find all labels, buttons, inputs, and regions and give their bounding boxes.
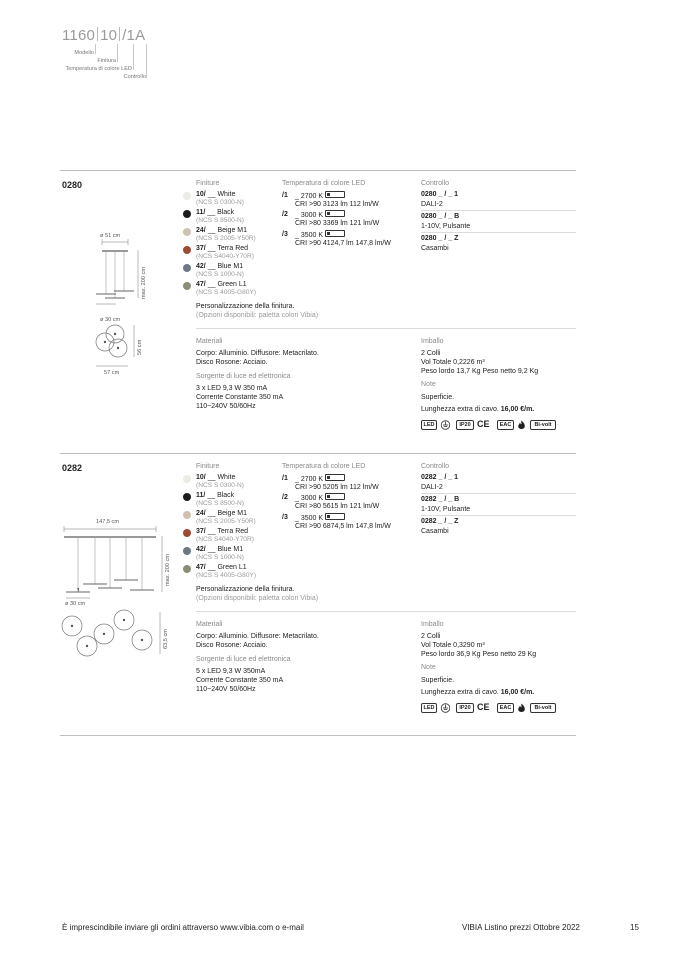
temp-kelvin: _ 3500 K — [295, 230, 345, 240]
controllo-header: Controllo — [421, 180, 450, 187]
legend-control-code: /1A — [122, 27, 146, 44]
custom-finish: Personalizzazione della finitura. — [196, 303, 295, 310]
control-code: 0280 _ / _ 1 — [421, 191, 458, 198]
custom-finish: Personalizzazione della finitura. — [196, 586, 295, 593]
finish-code: 10/ — [196, 191, 206, 198]
pack-line: Vol Totale 0,2226 m³ — [421, 359, 485, 366]
finish-code: 11/ — [196, 209, 206, 216]
cert-led: LED — [421, 703, 437, 713]
finish-swatch-green — [183, 565, 191, 573]
finish-name: White — [217, 474, 236, 481]
finiture-header: Finiture — [196, 463, 220, 470]
temp-cri: CRI >90 4124,7 lm 147,8 lm/W — [295, 240, 391, 247]
product-code-0282: 0282 — [62, 463, 83, 473]
finish-blank: __ — [207, 191, 216, 198]
finish-blank: __ — [207, 227, 216, 234]
note-line: Superficie. — [421, 394, 455, 401]
control-desc: Casambi — [421, 528, 449, 535]
dim-plan-height-0280: 56 cm — [137, 339, 143, 355]
temp-code: /1 — [282, 192, 288, 199]
finish-code: 24/ — [196, 227, 206, 234]
finish-swatch-blue — [183, 264, 191, 272]
finish-name: Blue M1 — [217, 263, 244, 270]
finish-ncs: (NCS S 4005-G80Y) — [196, 289, 257, 296]
legend-finitura: Finitura — [97, 58, 116, 64]
control-desc: 1-10V, Pulsante — [421, 223, 471, 230]
finish-swatch-beige — [183, 228, 191, 236]
temp-code: /2 — [282, 211, 288, 218]
footer-order-note: È imprescindibile inviare gli ordini attraverso www.vibia.com o e-mail — [62, 923, 304, 932]
finish-swatch-blue — [183, 547, 191, 555]
material-line: Disco Rosone: Acciaio. — [196, 642, 268, 649]
finish-blank: __ — [207, 281, 216, 288]
product-code-0280: 0280 — [62, 180, 83, 190]
finish-name: White — [217, 191, 236, 198]
material-line: Corpo: Alluminio. Diffusore: Metacrilato. — [196, 350, 319, 357]
pack-line: Peso lordo 36,9 Kg Peso netto 29 Kg — [421, 651, 537, 658]
finish-ncs: (NCS S 2005-Y50R) — [196, 235, 256, 242]
temperatura-header: Temperatura di colore LED — [282, 463, 366, 470]
sorgente-header: Sorgente di luce ed elettronica — [196, 656, 291, 663]
dim-height-0282: max. 200 cm — [165, 553, 171, 586]
temp-kelvin: _ 3000 K — [295, 493, 345, 503]
cert-ip20: IP20 — [456, 420, 474, 430]
finiture-header: Finiture — [196, 180, 220, 187]
custom-finish-note: (Opzioni disponibili: paletta colori Vibia) — [196, 312, 319, 319]
finish-code: 37/ — [196, 528, 206, 535]
finish-blank: __ — [207, 564, 216, 571]
temp-code: /3 — [282, 514, 288, 521]
flame-icon — [517, 420, 526, 430]
energy-badge-icon — [325, 191, 345, 198]
finish-name: Beige M1 — [217, 227, 248, 234]
finish-swatch-black — [183, 493, 191, 501]
finish-name: Black — [217, 492, 235, 499]
certifications-0282 — [421, 703, 561, 713]
finish-code: 42/ — [196, 546, 206, 553]
finish-code: 47/ — [196, 281, 206, 288]
section-rule-0280 — [60, 170, 576, 171]
legend-labels — [40, 44, 150, 82]
dim-disc-diameter-0280: ø 30 cm — [100, 317, 121, 323]
dim-plan-width-0280: 57 cm — [104, 370, 120, 376]
material-line: Disco Rosone: Acciaio. — [196, 359, 268, 366]
product-drawing-0282 — [60, 522, 180, 658]
finish-swatch-white — [183, 475, 191, 483]
finish-blank: __ — [207, 263, 216, 270]
control-desc: DALI-2 — [421, 201, 443, 208]
materiali-header: Materiali — [196, 338, 223, 345]
finish-name: Black — [217, 209, 235, 216]
material-line: Corpo: Alluminio. Diffusore: Metacrilato. — [196, 633, 319, 640]
finish-code: 47/ — [196, 564, 206, 571]
legend-finish-code: 10 — [100, 27, 118, 44]
finish-ncs: (NCS S 1000-N) — [196, 271, 245, 278]
cert-eac: EAC — [497, 420, 514, 430]
earth-symbol-icon — [440, 703, 451, 713]
cert-led: LED — [421, 420, 437, 430]
finish-swatch-terra-red — [183, 246, 191, 254]
imballo-header: Imballo — [421, 338, 444, 345]
pack-line: 2 Colli — [421, 350, 441, 357]
finish-name: Green L1 — [217, 281, 247, 288]
temperatura-header: Temperatura di colore LED — [282, 180, 366, 187]
finish-ncs: (NCS S 0300-N) — [196, 482, 245, 489]
pack-line: Peso lordo 13,7 Kg Peso netto 9,2 Kg — [421, 368, 539, 375]
finish-blank: __ — [207, 510, 216, 517]
finish-ncs: (NCS S 4005-G80Y) — [196, 572, 257, 579]
finish-name: Blue M1 — [217, 546, 244, 553]
source-line: 3 x LED 9,3 W 350 mA — [196, 385, 268, 392]
control-code: 0282 _ / _ Z — [421, 518, 459, 525]
cert-ce: CE — [477, 702, 490, 712]
source-line: Corrente Constante 350 mA — [196, 394, 284, 401]
dim-plan-height-0282: 63,5 cm — [163, 629, 169, 649]
control-code: 0280 _ / _ B — [421, 213, 460, 220]
finish-ncs: (NCS S4040-Y70R) — [196, 253, 254, 260]
control-desc: Casambi — [421, 245, 449, 252]
note-header: Note — [421, 381, 436, 388]
finish-name: Beige M1 — [217, 510, 248, 517]
finish-ncs: (NCS S 2005-Y50R) — [196, 518, 256, 525]
finish-blank: __ — [207, 546, 216, 553]
dim-top-diameter-0280: ø 51 cm — [100, 233, 121, 239]
temp-code: /2 — [282, 494, 288, 501]
temp-kelvin: _ 3500 K — [295, 513, 345, 523]
finish-name: Green L1 — [217, 564, 247, 571]
product-drawing-0280 — [88, 236, 168, 378]
finish-blank: __ — [207, 245, 216, 252]
note-cable: Lunghezza extra di cavo. 16,00 €/m. — [421, 689, 535, 696]
finish-ncs: (NCS S 8500-N) — [196, 500, 245, 507]
section-rule-0282 — [60, 453, 576, 454]
control-code: 0282 _ / _ B — [421, 496, 460, 503]
pack-line: Vol Totale 0,3290 m³ — [421, 642, 485, 649]
control-code: 0280 _ / _ Z — [421, 235, 459, 242]
temp-cri: CRI >90 3123 lm 112 lm/W — [295, 201, 379, 208]
finish-name: Terra Red — [217, 528, 249, 535]
finish-swatch-green — [183, 282, 191, 290]
certifications-0280 — [421, 420, 561, 430]
finish-code: 24/ — [196, 510, 206, 517]
energy-badge-icon — [325, 513, 345, 520]
finish-code: 42/ — [196, 263, 206, 270]
source-line: Corrente Constante 350 mA — [196, 677, 284, 684]
finish-blank: __ — [207, 474, 216, 481]
energy-badge-icon — [325, 493, 345, 500]
energy-badge-icon — [325, 474, 345, 481]
control-code: 0282 _ / _ 1 — [421, 474, 458, 481]
source-line: 110~240V 50/60Hz — [196, 686, 256, 693]
cert-ip20: IP20 — [456, 703, 474, 713]
section-rule-end — [60, 735, 576, 736]
finish-ncs: (NCS S4040-Y70R) — [196, 536, 254, 543]
finish-swatch-beige — [183, 511, 191, 519]
control-desc: DALI-2 — [421, 484, 443, 491]
cert-ce: CE — [477, 419, 490, 429]
source-line: 5 x LED 9,3 W 350mA — [196, 668, 266, 675]
sorgente-header: Sorgente di luce ed elettronica — [196, 373, 291, 380]
legend-temperatura: Temperatura di colore LED — [65, 66, 132, 72]
temp-kelvin: _ 2700 K — [295, 474, 345, 484]
page-number: 15 — [630, 923, 639, 932]
footer-pricelist: VIBIA Listino prezzi Ottobre 2022 — [462, 923, 580, 932]
note-line: Superficie. — [421, 677, 455, 684]
controllo-header: Controllo — [421, 463, 450, 470]
materiali-header: Materiali — [196, 621, 223, 628]
custom-finish-note: (Opzioni disponibili: paletta colori Vibia) — [196, 595, 319, 602]
temp-cri: CRI >90 6874,5 lm 147,8 lm/W — [295, 523, 391, 530]
finish-blank: __ — [207, 209, 216, 216]
finish-ncs: (NCS S 1000-N) — [196, 554, 245, 561]
code-legend — [62, 27, 145, 44]
temp-cri: CRI >80 3369 lm 121 lm/W — [295, 220, 380, 227]
energy-badge-icon — [325, 210, 345, 217]
flame-icon — [517, 703, 526, 713]
earth-symbol-icon — [440, 420, 451, 430]
imballo-header: Imballo — [421, 621, 444, 628]
temp-cri: CRI >90 5205 lm 112 lm/W — [295, 484, 379, 491]
dim-top-width-0282: 147,5 cm — [96, 519, 120, 525]
energy-badge-icon — [325, 230, 345, 237]
finish-swatch-white — [183, 192, 191, 200]
source-line: 110~240V 50/60Hz — [196, 403, 256, 410]
finish-code: 10/ — [196, 474, 206, 481]
note-cable: Lunghezza extra di cavo. 16,00 €/m. — [421, 406, 535, 413]
finish-ncs: (NCS S 8500-N) — [196, 217, 245, 224]
finish-code: 37/ — [196, 245, 206, 252]
legend-controllo: Controllo — [123, 74, 146, 80]
dim-disc-diameter-0282: ø 30 cm — [65, 601, 86, 607]
finish-name: Terra Red — [217, 245, 249, 252]
dim-height-0280: max. 200 cm — [141, 266, 147, 299]
cert-eac: EAC — [497, 703, 514, 713]
temp-cri: CRI >80 5615 lm 121 lm/W — [295, 503, 380, 510]
temp-code: /3 — [282, 231, 288, 238]
temp-kelvin: _ 2700 K — [295, 191, 345, 201]
finish-swatch-terra-red — [183, 529, 191, 537]
temp-code: /1 — [282, 475, 288, 482]
cert-bivolt: Bi-volt — [530, 703, 556, 713]
temp-kelvin: _ 3000 K — [295, 210, 345, 220]
finish-blank: __ — [207, 492, 216, 499]
finish-blank: __ — [207, 528, 216, 535]
note-header: Note — [421, 664, 436, 671]
legend-model-code: 1160 — [62, 27, 96, 44]
finish-ncs: (NCS S 0300-N) — [196, 199, 245, 206]
control-desc: 1-10V, Pulsante — [421, 506, 471, 513]
legend-modello: Modello — [74, 50, 94, 56]
cert-bivolt: Bi-volt — [530, 420, 556, 430]
finish-swatch-black — [183, 210, 191, 218]
finish-code: 11/ — [196, 492, 206, 499]
pack-line: 2 Colli — [421, 633, 441, 640]
